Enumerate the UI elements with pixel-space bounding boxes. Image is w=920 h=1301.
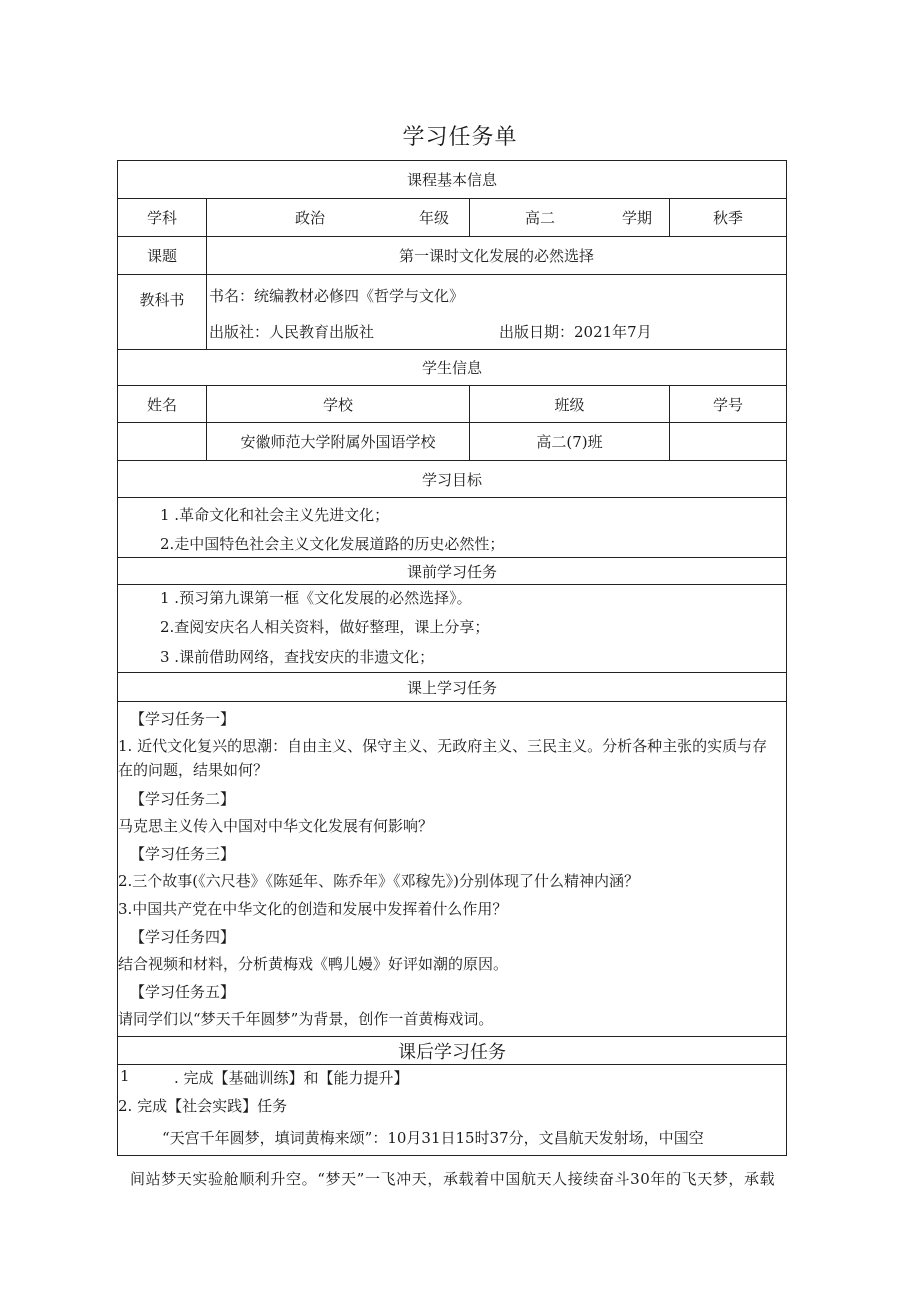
after-item2: 2. 完成【社会实践】任务 bbox=[118, 1097, 288, 1115]
goals-content bbox=[118, 498, 786, 558]
task3-title: 【学习任务三】 bbox=[130, 845, 236, 863]
task1-text: 1. 近代文化复兴的思潮：自由主义、保守主义、无政府主义、三民主义。分析各种主张的实质与存在的问题，结果如何？ bbox=[118, 737, 768, 779]
topic-row bbox=[118, 237, 786, 275]
after-class-header: 课后学习任务 bbox=[398, 1041, 506, 1063]
topic-value: 第一课时文化发展的必然选择 bbox=[206, 237, 786, 274]
textbook-row bbox=[118, 275, 786, 350]
goal-item: 1 .革命文化和社会主义先进文化； bbox=[160, 506, 390, 524]
grade-term-cell bbox=[469, 199, 669, 236]
topic-label: 课题 bbox=[146, 247, 177, 265]
grade-value: 高二 bbox=[525, 209, 556, 227]
subject-row bbox=[118, 199, 786, 237]
course-info-header-row bbox=[118, 161, 786, 199]
pre-class-header: 课前学习任务 bbox=[406, 562, 497, 581]
pre-class-item: 3 .课前借助网络，查找安庆的非遗文化； bbox=[160, 648, 435, 666]
after-item1-number: 1 bbox=[120, 1067, 130, 1085]
school-label: 学校 bbox=[206, 386, 469, 422]
task3-text-b: 3.中国共产党在中华文化的创造和发展中发挥着什么作用？ bbox=[118, 900, 508, 918]
goals-header: 学习目标 bbox=[421, 470, 482, 489]
after-item1-text: . 完成【基础训练】和【能力提升】 bbox=[174, 1069, 409, 1087]
id-value[interactable] bbox=[669, 423, 786, 460]
in-class-header-row bbox=[118, 673, 786, 702]
page-title: 学习任务单 bbox=[402, 125, 518, 150]
pre-class-item: 2.查阅安庆名人相关资料，做好整理，课上分享； bbox=[160, 618, 490, 636]
task4-title: 【学习任务四】 bbox=[130, 928, 236, 946]
course-info-header: 课程基本信息 bbox=[406, 171, 497, 189]
class-label: 班级 bbox=[469, 386, 669, 422]
task1-title: 【学习任务一】 bbox=[130, 710, 236, 728]
subject-label: 学科 bbox=[146, 209, 177, 227]
goal-item: 2.走中国特色社会主义文化发展道路的历史必然性； bbox=[160, 535, 505, 553]
task3-text-a: 2.三个故事(《六尺巷》《陈延年、陈乔年》《邓稼先》)分别体现了什么精神内涵？ bbox=[118, 872, 640, 890]
in-class-content bbox=[118, 702, 786, 1037]
textbook-detail-cell bbox=[206, 275, 786, 349]
continuation-text: 间站梦天实验舱顺利升空。“梦天”一飞冲天，承载着中国航天人接续奋斗30年的飞天梦，承载 bbox=[130, 1170, 776, 1188]
publisher: 出版社：人民教育出版社 bbox=[209, 323, 375, 341]
after-class-content bbox=[118, 1065, 786, 1157]
goals-header-row bbox=[118, 461, 786, 498]
subject-value: 政治 bbox=[295, 209, 326, 227]
task4-text: 结合视频和材料，分析黄梅戏《鸭儿嫚》好评如潮的原因。 bbox=[118, 955, 509, 973]
id-label: 学号 bbox=[669, 386, 786, 422]
publish-date: 出版日期：2021年7月 bbox=[499, 323, 652, 341]
textbook-label: 教科书 bbox=[139, 291, 185, 309]
school-value: 安徽师范大学附属外国语学校 bbox=[206, 423, 469, 460]
pre-class-content bbox=[118, 585, 786, 673]
after-class-header-row bbox=[118, 1037, 786, 1065]
student-info-header-row bbox=[118, 350, 786, 386]
student-labels-row bbox=[118, 386, 786, 423]
name-label: 姓名 bbox=[146, 395, 177, 414]
term-label: 学期 bbox=[622, 209, 653, 227]
after-item3: “天宫千年圆梦，填词黄梅来颂”：10月31日15时37分，文昌航天发射场，中国空 bbox=[162, 1129, 704, 1147]
class-value: 高二(7)班 bbox=[469, 423, 669, 460]
term-value: 秋季 bbox=[669, 199, 786, 236]
subject-grade-cell bbox=[206, 199, 469, 236]
task5-text: 请同学们以“梦天千年圆梦”为背景，创作一首黄梅戏词。 bbox=[118, 1010, 494, 1028]
pre-class-header-row bbox=[118, 558, 786, 585]
student-values-row bbox=[118, 423, 786, 461]
task5-title: 【学习任务五】 bbox=[130, 983, 236, 1001]
task-sheet-table bbox=[117, 160, 787, 1156]
name-value[interactable] bbox=[118, 423, 206, 460]
task2-text: 马克思主义传入中国对中华文化发展有何影响？ bbox=[118, 817, 434, 835]
grade-label: 年级 bbox=[419, 209, 450, 227]
book-name: 书名：统编教材必修四《哲学与文化》 bbox=[209, 287, 465, 305]
student-info-header: 学生信息 bbox=[421, 359, 482, 377]
in-class-header: 课上学习任务 bbox=[406, 678, 497, 697]
pre-class-item: 1 .预习第九课第一框《文化发展的必然选择》。 bbox=[160, 589, 472, 607]
task2-title: 【学习任务二】 bbox=[130, 790, 236, 808]
